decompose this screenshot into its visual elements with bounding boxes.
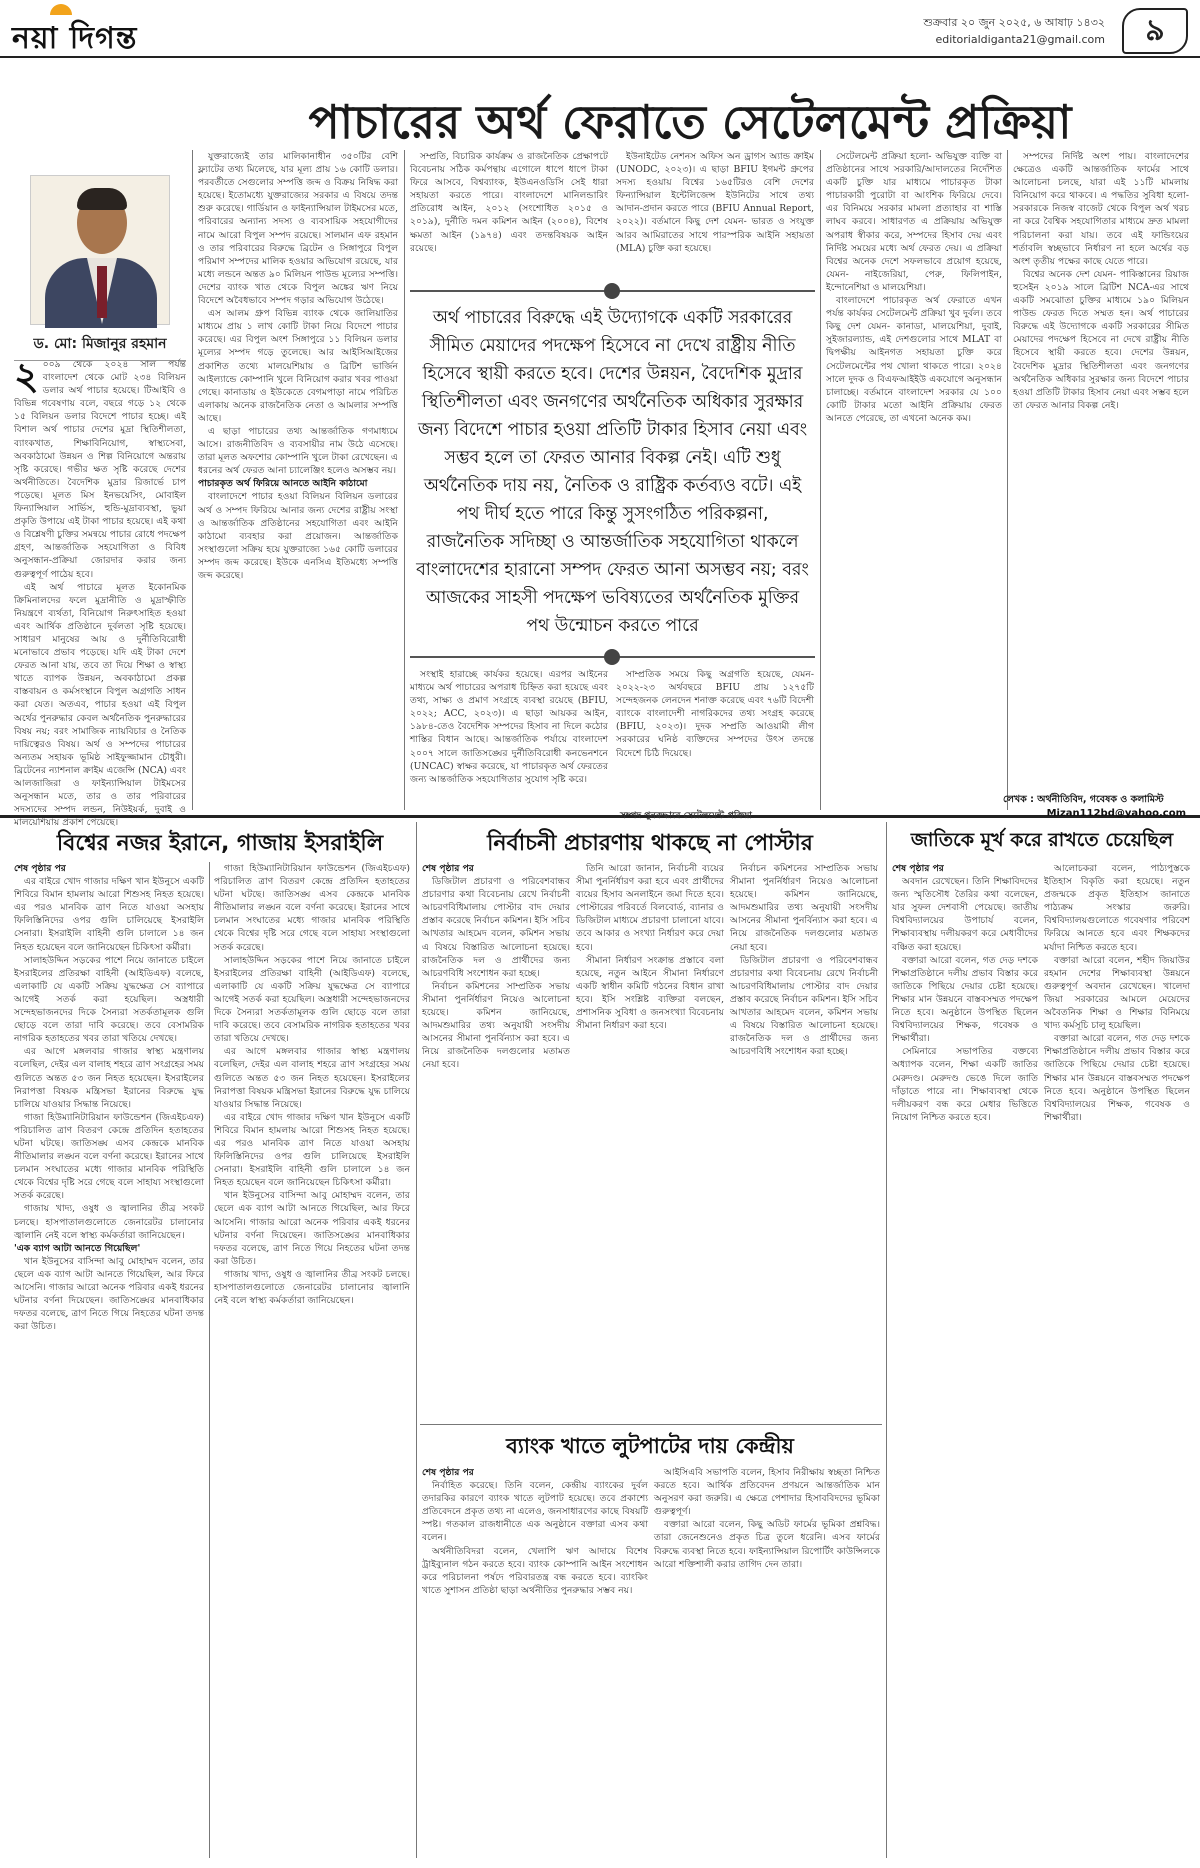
story3-body-2 bbox=[1044, 862, 1190, 1858]
editorial-paragraph: ইউনাইটেড নেশনস অফিস অন ড্রাগস অ্যান্ড ক্রাইম (UNODC, ২০২৩)। এ ছাড়া BFIU ইগমন্ট গ্রুপের সদস্য হওয়ায় বিশ্বের ১৬৫টিরও বেশি দেশের ফিন্যান্সিয়াল ইন্টেলিজেন্স ইউনিটের সাথে তথ্য আদান-প্রদান করতে পারে (BFIU Annual Report, ২০২২)। বর্তমানে কিছু দেশ যেমন- ভারত ও সংযুক্ত আরব আমিরাতের সাথে পারস্পরিক আইনি সহায়তা (MLA) চুক্তি করা হয়েছে। bbox=[616, 151, 814, 254]
news-paragraph: নির্বাচন কমিশনের সাম্প্রতিক সভায় সীমানা পুনর্নির্ধারণ নিয়েও আলোচনা হয়েছে। কমিশন জানিয়েছে, আদমশুমারির তথ্য অনুযায়ী সংসদীয় আসনের সীমানা পুনর্বিন্যাস করা হবে। এ নিয়ে রাজনৈতিক দলগুলোর মতামত নেয়া হবে। bbox=[422, 980, 570, 1071]
editorial-column-4b bbox=[616, 668, 814, 796]
editorial-email[interactable]: editorialdiganta21@gmail.com bbox=[935, 33, 1105, 46]
section-divider bbox=[886, 822, 887, 1858]
story1-headline[interactable]: বিশ্বের নজর ইরানে, গাজায় ইসরাইলি bbox=[56, 831, 384, 856]
section-divider bbox=[416, 822, 417, 1858]
story2-body-2 bbox=[576, 862, 724, 1418]
author-email[interactable]: Mizan112bd@yahoo.com bbox=[1046, 808, 1186, 819]
editorial-subheading: পাচারকৃত অর্থ ফিরিয়ে আনতে আইনি কাঠামো bbox=[198, 478, 368, 490]
editorial-paragraph: সম্পদের নির্দিষ্ট অংশ পায়। বাংলাদেশের ক্ষেত্রেও একটি আন্তর্জাতিক ফার্মের সাথে আলোচনা চলছে, যারা এই ১১টি মামলায় বিনিয়োগ করে থাকবে। এ পদ্ধতির সুবিধা হলো- সরকারকে নিজস্ব বাজেট থেকে বিপুল অর্থ খরচ না করে বৈশ্বিক সহযোগিতার মাধ্যমে দ্রুত মামলা পরিচালনা করা যায়। তবে এই ফান্ডিংয়ের শর্তাবলি স্বচ্ছভাবে নির্ধারণ না হলে অর্থের বড় অংশ তৃতীয় পক্ষের কাছে যেতে পারে। bbox=[1013, 151, 1189, 267]
news-paragraph: বক্তারা আরো বলেন, গত দেড় দশকে শিক্ষাপ্রতিষ্ঠানে দলীয় প্রভাব বিস্তার করে জাতিকে পিছিয়ে দেয়ার চেষ্টা হয়েছে। শিক্ষার মান উন্নয়নে বাস্তবসম্মত পদক্ষেপ নিতে হবে। অনুষ্ঠানে উপস্থিত ছিলেন বিশ্ববিদ্যালয়ের শিক্ষক, গবেষক ও শিক্ষার্থীরা। bbox=[1044, 1033, 1190, 1123]
news-paragraph: গাজা হিউম্যানিটারিয়ান ফাউন্ডেশন (জিএইচএফ) পরিচালিত ত্রাণ বিতরণ কেন্দ্রে প্রতিদিন হতাহতের ঘটনা ঘটছে। জাতিসঙ্ঘ এসব কেন্দ্রকে মানবিক নীতিমালার লঙ্ঘন বলে বর্ণনা করেছে। ইরানের সাথে চলমান সংঘাতের মধ্যে গাজার মানবিক পরিস্থিতি থেকে বিশ্বের দৃষ্টি সরে গেছে বলে সাহায্য সংস্থাগুলো সতর্ক করেছে। bbox=[14, 1111, 204, 1202]
editorial-column-3b bbox=[410, 668, 608, 806]
story2-body-3 bbox=[730, 862, 878, 1418]
story3-body-1 bbox=[892, 862, 1038, 1858]
story1-body bbox=[14, 862, 204, 1858]
editorial-paragraph: এই অর্থ পাচারে মূলত ইকোনমিক ক্রিমিনালদের ফলে মুদ্রানীতি ও মুদ্রাস্ফীতি নিয়ন্ত্রণে ব্যর্থতা, বিনিয়োগ নিরুৎসাহিত হওয়া এবং আর্থিক প্রতিষ্ঠানে দুর্বলতা সৃষ্টি হয়েছে। সাধারণ মানুষের আয় ও দুর্নীতিবিরোধী মনোভাবে প্রভাব পড়েছে। যদি এই টাকা দেশে ফেরত আনা যায়, তবে তা দিয়ে শিক্ষা ও স্বাস্থ্য খাতে ব্যাপক উন্নয়ন, অবকাঠামো প্রকল্প বাস্তবায়ন ও কর্মসংস্থানে বিপুল অগ্রগতি সাধন করা যেত। অতএব, পাচার হওয়া এই বিপুল অর্থের পুনরুদ্ধার কেবল অর্থনৈতিক পুনরুদ্ধারের বিষয় নয়; বরং সামাজিক ন্যায়বিচার ও নৈতিক দায়িত্বেরও বিষয়। অর্থ ও সম্পদের পাচারের অন্যতম সহায়ক ভূমিষ্ঠ সাইফুজ্জামান চৌধুরী। ব্রিটেনের ন্যাশনাল ক্রাইম এজেন্সি (NCA) এবং আলজাজিরা ও ফাইন্যান্সিয়াল টাইমসের অনুসন্ধান মতে, তার ও তার পরিবারের সদস্যদের সম্পদ লন্ডন, নিউইয়র্ক, দুবাই ও মালয়েশিয়ায় প্রকাশ পেয়েছে। bbox=[14, 581, 186, 829]
column-divider bbox=[192, 150, 193, 810]
continued-from-label: শেষ পৃষ্ঠার পর bbox=[422, 863, 474, 874]
editorial-paragraph: সম্প্রতি, বিচারিক কার্যক্রম ও রাজনৈতিক প্রেক্ষাপটে বিবেচনায় সঠিক কর্মপন্থায় এগোলে ধাপে ধাপে টাকা ফিরে আসবে, বিশ্বব্যাংক, ইউএনওডিসি সেই ধারা সহায়তা করতে পারে। বাংলাদেশে মানিলন্ডারিং প্রতিরোধ আইন, ২০১২ (সংশোধিত ২০১৫ ও ২০১৯), দুর্নীতি দমন কমিশন আইন (২০০৪), বিশেষ ক্ষমতা আইন (১৯৭৪) এবং তদন্তবিষয়ক আইন রয়েছে। bbox=[410, 151, 608, 254]
news-paragraph: সীমানা নির্ধারণ সংক্রান্ত প্রস্তাবে বলা হয়েছে, নতুন আইনে সীমানা নির্ধারণে একটি স্বাধীন কমিটি গঠনের বিধান রাখা হবে। ইসি সংশ্লিষ্ট ব্যক্তিরা বলছেন, প্রশাসনিক সুবিধা ও জনসংখ্যা বিবেচনায় সীমানা নির্ধারণ করা হবে। bbox=[576, 954, 724, 1032]
news-paragraph: এর বাইরে খোদ গাজার দক্ষিণ খান ইউনুসে একটি শিবিরে বিমান হামলায় আরো শিশুসহ নিহত হয়েছে। এর পরও মানবিক ত্রাণ নিতে যাওয়া অসহায় ফিলিস্তিনিদের ওপর গুলি চালিয়েছে ইসরাইলি সেনারা। ইসরাইলি বাহিনী গুলি চালালে ১৪ জন নিহত হয়েছেন বলে জানিয়েছেন চিকিৎসা কর্মীরা। bbox=[14, 876, 204, 953]
editorial-paragraph: সাম্প্রতিক সময়ে কিছু অগ্রগতি হয়েছে, যেমন- ২০২২-২৩ অর্থবছরে BFIU প্রায় ১২৭৫টি সন্দেহজনক লেনদেন শনাক্ত করেছে এবং ৭৬টি বিদেশী ব্যাংকে বাংলাদেশী নাগরিকদের তথ্য সংগ্রহ করেছে (BFIU, ২০২৩)। দুদক সম্প্রতি আওয়ামী লীগ সরকারের ঘনিষ্ঠ ব্যক্তিদের সম্পদের উৎস তদন্তে বিদেশে চিঠি দিয়েছে। bbox=[616, 669, 814, 759]
news-paragraph: এর আগে মঙ্গলবার গাজার স্বাস্থ্য মন্ত্রণালয় বলেছিল, দেইর এল বালাহ শহরে ত্রাণ সংগ্রহের সময় গুলিতে অন্তত ৫৩ জন নিহত হয়েছেন। ইসরাইলের নিরাপত্তা বিষয়ক মন্ত্রিসভা ইরানের বিরুদ্ধে যুদ্ধ চালিয়ে যাওয়ার সিদ্ধান্ত নিয়েছে। bbox=[214, 1046, 410, 1110]
news-paragraph: অবদান রেখেছেন। তিনি শিক্ষাবিদদের জন্য স্মৃতিসৌধ তৈরির কথা বলেছেন, যার সুফল দেশবাসী পেয়েছে। জাতীয় বিশ্ববিদ্যালয়ের উপাচার্য বলেন, শিক্ষাব্যবস্থায় দলীয়করণ করে মেধাবীদের বঞ্চিত করা হয়েছে। bbox=[892, 876, 1038, 953]
author-hair bbox=[77, 188, 127, 210]
news-paragraph: সেমিনারে সভাপতির বক্তব্যে অধ্যাপক বলেন, শিক্ষা একটি জাতির মেরুদণ্ড। মেরুদণ্ড ভেঙে দিলে জাতি দাঁড়াতে পারে না। শিক্ষাব্যবস্থা থেকে দলীয়করণ বন্ধ করে মেধার ভিত্তিতে নিয়োগ নিশ্চিত করতে হবে। bbox=[892, 1046, 1038, 1123]
news-paragraph: বক্তারা আরো বলেন, কিছু অডিট ফার্মের ভূমিকা প্রশ্নবিদ্ধ। তারা জেনেশুনেও প্রকৃত চিত্র তুলে ধরেনি। এসব ফার্মের বিরুদ্ধে ব্যবস্থা নিতে হবে। ফাইন্যান্সিয়াল রিপোর্টিং কাউন্সিলকে আরো শক্তিশালী করার তাগিদ দেন তারা। bbox=[654, 1519, 880, 1570]
news-paragraph: গাজায় খাদ্য, ওষুধ ও জ্বালানির তীব্র সংকট চলছে। হাসপাতালগুলোতে জেনারেটর চালানোর জ্বালানি নেই বলে স্বাস্থ্য কর্মকর্তারা জানিয়েছেন। bbox=[214, 1268, 410, 1307]
column-divider bbox=[404, 150, 405, 810]
news-paragraph: খান ইউনুসের বাসিন্দা আবু মোহাম্মদ বলেন, তার ছেলে এক ব্যাগ আটা আনতে গিয়েছিল, আর ফিরে আসেনি। গাজার আরো অনেক পরিবার একই ধরনের ঘটনার বর্ণনা দিয়েছেন। জাতিসঙ্ঘের মানবাধিকার দফতর বলেছে, ত্রাণ নিতে গিয়ে নিহতের ঘটনা তদন্ত করা উচিত। bbox=[14, 1255, 204, 1333]
story4-headline[interactable]: ব্যাংক খাতে লুটপাটের দায় কেন্দ্রীয় bbox=[506, 1434, 794, 1458]
continued-label: সম্পদ পুনরুদ্ধারে সেটেলমেন্ট প্রক্রিয়া bbox=[620, 811, 752, 821]
pullquote-dot-icon bbox=[604, 283, 620, 299]
column-divider bbox=[820, 150, 821, 810]
continued-from-label: শেষ পৃষ্ঠার পর bbox=[892, 863, 944, 874]
news-paragraph: সালাহউদ্দিন সড়কের পাশে নিয়ে জানাতে চাইলে ইসরাইলের প্রতিরক্ষা বাহিনী (আইডিএফ) বলেছে, এলাকাটি যে একটি সক্রিয় যুদ্ধক্ষেত্র সে ব্যাপারে আগেই সতর্ক করা হয়েছিল। অস্ত্রধারী সন্দেহভাজনদের দিকে সৈন্যরা সতর্কতামূলক গুলি ছোড়ে বলে তারা দাবি করেছে। তবে বেসামরিক নাগরিক হতাহতের খবর তারা খতিয়ে দেখছে। bbox=[14, 954, 204, 1045]
story4-body-1 bbox=[422, 1466, 648, 1858]
continued-from-label: শেষ পৃষ্ঠার পর bbox=[14, 863, 66, 874]
editorial-paragraph: এস আলম গ্রুপ বিভিন্ন ব্যাংক থেকে জালিয়াতির মাধ্যমে প্রায় ১ লাখ কোটি টাকা নিয়ে বিদেশে পাচার করেছে। এর বিপুল অংশ সিঙ্গাপুরে ১১ বিলিয়ন ডলার মূল্যের সম্পদ গড়ে তুলেছে। আর আইসিআইজের প্রকাশিত তথ্যে মালয়েশিয়ায় ও ব্রিটিশ ভার্জিন আইল্যান্ডে কোম্পানি খুলে বিনিয়োগ করার খবর পাওয়া গেছে। কানাডায় ও ইউকেতে বেগমপাড়া নামে পরিচিত এলাকায় অনেক রাজনৈতিক নেতা ও আমলার সম্পত্তি আছে। bbox=[198, 308, 398, 424]
author-byline: ড. মো: মিজানুর রহমান bbox=[14, 332, 186, 361]
editorial-paragraph: এ ছাড়া পাচারের তথ্য আন্তর্জাতিক গণমাধ্যমে আসে। রাজনীতিবিদ ও ব্যবসায়ীর নাম উঠে এসেছে। তারা মূলত অফশোর কোম্পানি খুলে টাকা রেখেছেন। এ ধরনের অর্থ ফেরত আনা চ্যালেঞ্জিং হলেও অসম্ভব নয়। bbox=[198, 425, 398, 477]
story3-headline[interactable]: জাতিকে মূর্খ করে রাখতে চেয়েছিল bbox=[910, 829, 1174, 851]
news-paragraph: গাজায় খাদ্য, ওষুধ ও জ্বালানির তীব্র সংকট চলছে। হাসপাতালগুলোতে জেনারেটর চালানোর জ্বালানি নেই বলে স্বাস্থ্য কর্মকর্তারা জানিয়েছেন। bbox=[14, 1203, 204, 1241]
news-paragraph: গাজা হিউম্যানিটারিয়ান ফাউন্ডেশন (জিএইচএফ) পরিচালিত ত্রাণ বিতরণ কেন্দ্রে প্রতিদিন হতাহতের ঘটনা ঘটছে। জাতিসঙ্ঘ এসব কেন্দ্রকে মানবিক নীতিমালার লঙ্ঘন বলে বর্ণনা করেছে। ইরানের সাথে চলমান সংঘাতের মধ্যে গাজার মানবিক পরিস্থিতি থেকে বিশ্বের দৃষ্টি সরে গেছে বলে সাহায্য সংস্থাগুলো সতর্ক করেছে। bbox=[214, 863, 410, 953]
publication-date: শুক্রবার ২০ জুন ২০২৫, ৬ আষাঢ় ১৪৩২ bbox=[923, 16, 1105, 29]
editorial-column-6 bbox=[1013, 150, 1189, 790]
pullquote: অর্থ পাচারের বিরুদ্ধে এই উদ্যোগকে একটি সরকারের সীমিত মেয়াদের পদক্ষেপ হিসেবে না দেখে রাষ্ট্রীয় নীতি হিসেবে স্থায়ী করতে হবে। দেশের উন্নয়ন, বৈদেশিক মুদ্রার স্থিতিশীলতা এবং জনগণের অর্থনৈতিক অধিকার সুরক্ষার জন্য বিদেশে পাচার হওয়া প্রতিটি টাকার হিসাব নেয়া এবং সম্ভব হলে তা ফেরত আনার বিকল্প নেই। এটি শুধু অর্থনৈতিক দায় নয়, নৈতিক ও রাষ্ট্রিক কর্তব্যও বটে। এই পথ দীর্ঘ হতে পারে কিন্তু সুসংগঠিত পরিকল্পনা, রাজনৈতিক সদিচ্ছা ও আন্তর্জাতিক সহযোগিতা থাকলে বাংলাদেশের হারানো সম্পদ ফেরত আনা অসম্ভব নয়; বরং আজকের সাহসী পদক্ষেপ ভবিষ্যতের অর্থনৈতিক মুক্তির পথ উন্মোচন করতে পারে bbox=[416, 308, 809, 636]
editorial-column-3 bbox=[410, 150, 608, 282]
dropcap: ২ bbox=[14, 353, 39, 398]
section-divider bbox=[420, 1424, 882, 1425]
news-paragraph: নির্বাচন কমিশনের সাম্প্রতিক সভায় সীমানা পুনর্নির্ধারণ নিয়েও আলোচনা হয়েছে। কমিশন জানিয়েছে, আদমশুমারির তথ্য অনুযায়ী সংসদীয় আসনের সীমানা পুনর্বিন্যাস করা হবে। এ নিয়ে রাজনৈতিক দলগুলোর মতামত নেয়া হবে। bbox=[730, 863, 878, 953]
news-paragraph: আলোচকরা বলেন, পাঠ্যপুস্তকে ইতিহাস বিকৃতি করা হয়েছে। নতুন প্রজন্মকে প্রকৃত ইতিহাস জানাতে পাঠ্যক্রম সংস্কার জরুরি। বিশ্ববিদ্যালয়গুলোতে গবেষণার পরিবেশ ফিরিয়ে আনতে হবে এবং শিক্ষকদের মর্যাদা নিশ্চিত করতে হবে। bbox=[1044, 863, 1190, 953]
author-photo bbox=[30, 175, 170, 325]
dateline bbox=[923, 14, 1105, 48]
news-paragraph: বক্তারা আরো বলেন, শহীদ জিয়াউর রহমান দেশের শিক্ষাব্যবস্থা উন্নয়নে গুরুত্বপূর্ণ অবদান রেখেছেন। খালেদা জিয়া সরকারের আমলে মেয়েদের অবৈতনিক শিক্ষা ও শিক্ষার বিনিময়ে খাদ্য কর্মসূচি চালু হয়েছিল। bbox=[1044, 954, 1190, 1032]
editorial-paragraph: বাংলাদেশে পাচার হওয়া বিলিয়ন বিলিয়ন ডলারের অর্থ ও সম্পদ ফিরিয়ে আনার জন্য দেশের রাষ্ট্রীয় সংস্থা ও আন্তর্জাতিক প্রতিষ্ঠানের সহযোগিতা এবং আইনি কাঠামো ব্যবহার করা প্রয়োজন। আন্তর্জাতিক সংস্থাগুলো সক্রিয় হয়ে যুক্তরাজ্যে ১৬৫ কোটি ডলারের সম্পদ জব্দ করেছে। ইউকে এনসিএ ইতিমধ্যে সম্পত্তি জব্দ করেছে। bbox=[198, 491, 398, 581]
news-paragraph: ডিজিটাল প্রচারণা ও পরিবেশবান্ধব প্রচারণার কথা বিবেচনায় রেখে নির্বাচনী আচরণবিধিমালায় পোস্টার বাদ দেয়ার প্রস্তাব করেছে নির্বাচন কমিশন। ইসি সচিব আখতার আহমেদ বলেন, কমিশন সভায় এ বিষয়ে বিস্তারিত আলোচনা হয়েছে। রাজনৈতিক দল ও প্রার্থীদের জন্য আচরণবিধি সংশোধন করা হচ্ছে। bbox=[730, 954, 878, 1058]
news-paragraph: আইসিএবি সভাপতি বলেন, হিসাব নিরীক্ষায় স্বচ্ছতা নিশ্চিত করতে হবে। আর্থিক প্রতিবেদন প্রণয়নে আন্তর্জাতিক মান অনুসরণ করা জরুরি। এ ক্ষেত্রে পেশাদার হিসাববিদদের ভূমিকা গুরুত্বপূর্ণ। bbox=[654, 1467, 880, 1518]
editorial-column-5 bbox=[826, 150, 1002, 806]
logo-text: নয়া দিগন্ত bbox=[12, 21, 138, 56]
column-divider bbox=[209, 862, 210, 1858]
news-paragraph: এর আগে মঙ্গলবার গাজার স্বাস্থ্য মন্ত্রণালয় বলেছিল, দেইর এল বালাহ শহরে ত্রাণ সংগ্রহের সময় গুলিতে অন্তত ৫৩ জন নিহত হয়েছেন। ইসরাইলের নিরাপত্তা বিষয়ক মন্ত্রিসভা ইরানের বিরুদ্ধে যুদ্ধ চালিয়ে যাওয়ার সিদ্ধান্ত নিয়েছে। bbox=[14, 1046, 204, 1110]
author-tie bbox=[97, 266, 107, 318]
editorial-column-2 bbox=[198, 150, 398, 806]
editorial-column-1 bbox=[14, 353, 186, 829]
news-paragraph: এর বাইরে খোদ গাজার দক্ষিণ খান ইউনুসে একটি শিবিরে বিমান হামলায় আরো শিশুসহ নিহত হয়েছে। এর পরও মানবিক ত্রাণ নিতে যাওয়া অসহায় ফিলিস্তিনিদের ওপর গুলি চালিয়েছে ইসরাইলি সেনারা। ইসরাইলি বাহিনী গুলি চালালে ১৪ জন নিহত হয়েছেন বলে জানিয়েছেন চিকিৎসা কর্মীরা। bbox=[214, 1111, 410, 1189]
story2-body-1 bbox=[422, 862, 570, 1418]
news-paragraph: বক্তারা আরো বলেন, গত দেড় দশকে শিক্ষাপ্রতিষ্ঠানে দলীয় প্রভাব বিস্তার করে জাতিকে পিছিয়ে দেয়ার চেষ্টা হয়েছে। শিক্ষার মান উন্নয়নে বাস্তবসম্মত পদক্ষেপ নিতে হবে। অনুষ্ঠানে উপস্থিত ছিলেন বিশ্ববিদ্যালয়ের শিক্ষক, গবেষক ও শিক্ষার্থীরা। bbox=[892, 954, 1038, 1045]
pullquote-dot-icon bbox=[604, 649, 620, 665]
masthead bbox=[0, 0, 1200, 58]
editorial-paragraph: সেটেলমেন্ট প্রক্রিয়া হলো- অভিযুক্ত ব্যক্তি বা প্রতিষ্ঠানের সাথে সরকারি/আদালতের নির্দেশিত একটি চুক্তি যার মাধ্যমে পাচারকৃত টাকা পাচারকারী পুরোটা বা আংশিক ফিরিয়ে দেবে। এর বিনিময়ে সরকার মামলা প্রত্যাহার বা শাস্তি লাঘব করবে। সাধারণত এ প্রক্রিয়ায় অভিযুক্ত অপরাধ স্বীকার করে, সম্পদের হিসাব দেয় এবং নির্দিষ্ট সময়ের মধ্যে অর্থ ফেরত দেয়। এ প্রক্রিয়া বিশ্বের অনেক দেশে সফলভাবে প্রয়োগ হয়েছে, যেমন- নাইজেরিয়া, পেরু, ফিলিপাইন, ইন্দোনেশিয়া ও মালয়েশিয়া। bbox=[826, 151, 1002, 293]
news-paragraph: খান ইউনুসের বাসিন্দা আবু মোহাম্মদ বলেন, তার ছেলে এক ব্যাগ আটা আনতে গিয়েছিল, আর ফিরে আসেনি। গাজার আরো অনেক পরিবার একই ধরনের ঘটনার বর্ণনা দিয়েছেন। জাতিসঙ্ঘের মানবাধিকার দফতর বলেছে, ত্রাণ নিতে গিয়ে নিহতের ঘটনা তদন্ত করা উচিত। bbox=[214, 1190, 410, 1267]
page-number: ৯ bbox=[1122, 8, 1188, 54]
editorial-column-4 bbox=[616, 150, 814, 282]
sun-logo-icon bbox=[50, 4, 72, 15]
editorial-paragraph: বাংলাদেশে পাচারকৃত অর্থ ফেরাতে এখন পর্যন্ত কার্যকর সেটেলমেন্ট প্রক্রিয়া খুব দুর্বল। তবে কিছু দেশ যেমন- কানাডা, মালয়েশিয়া, দুবাই, সুইজারল্যান্ড, এই দেশগুলোর সাথে MLAT বা দ্বিপক্ষীয় আইনগত সহায়তা চুক্তি করে সেটেলমেন্টের পথ খোলা থাকতে পারে। ২০২৪ সালে দুদক ও বিএফআইইউ একযোগে অনুসন্ধান চালাচ্ছে। বর্তমানে বাংলাদেশ সরকার যে ১০০ কোটি টাকার মতো আইনি প্রক্রিয়ায় ফেরত আনতে পেরেছে, তা এখনো অনেক কম। bbox=[826, 295, 1002, 424]
continued-from-label: শেষ পৃষ্ঠার পর bbox=[422, 1467, 474, 1478]
editorial-headline: পাচারের অর্থ ফেরাতে সেটেলমেন্ট প্রক্রিয়া bbox=[308, 95, 1072, 149]
news-paragraph: তিনি আরো জানান, নির্বাচনী ব্যয়ের সীমা পুনর্নির্ধারণ করা হবে এবং প্রার্থীদের ব্যয়ের হিসাব অনলাইনে জমা দিতে হবে। পোস্টারের পরিবর্তে বিলবোর্ড, ব্যানার ও ডিজিটাল মাধ্যমে প্রচারণা চালানো যাবে। তবে আকার ও সংখ্যা নির্ধারণ করে দেয়া হবে। bbox=[576, 863, 724, 953]
story1-body-2 bbox=[214, 862, 410, 1858]
editorial-paragraph: সংস্থাই হারাচ্ছে কার্যকর হয়েছে। এরপর আইনের মাধ্যমে অর্থ পাচারের অপরাধ চিহ্নিত করা হয়েছে এবং তথ্য, সাক্ষ্য ও প্রমাণ সংগ্রহে ব্যবস্থা রয়েছে (BFIU, ২০২২; ACC, ২০২৩)। এ ছাড়া আয়কর আইন, ১৯৮৪-তেও বৈদেশিক সম্পদের হিসাব না দিলে কঠোর শাস্তির বিধান আছে। আন্তর্জাতিক পর্যায়ে বাংলাদেশ ২০০৭ সালে জাতিসঙ্ঘের দুর্নীতিবিরোধী কনভেনশনে (UNCAC) স্বাক্ষর করেছে, যা পাচারকৃত অর্থ ফেরতের জন্য আন্তর্জাতিক সহযোগিতার সুযোগ সৃষ্টি করে। bbox=[410, 669, 608, 785]
news-paragraph: নির্বাহিত করেছে। তিনি বলেন, কেন্দ্রীয় ব্যাংকের দুর্বল তদারকির কারণে ব্যাংক খাতে লুটপাট হয়েছে। তবে প্রকাশ্যে প্রতিবেদনে প্রকৃত তথ্য না এলেও, জনসাধারণের কাছে বিষয়টি স্পষ্ট। গতকাল রাজধানীতে এক অনুষ্ঠানে বক্তারা এসব কথা বলেন। bbox=[422, 1480, 648, 1544]
story4-body-2 bbox=[654, 1466, 880, 1858]
news-paragraph: সালাহউদ্দিন সড়কের পাশে নিয়ে জানাতে চাইলে ইসরাইলের প্রতিরক্ষা বাহিনী (আইডিএফ) বলেছে, এলাকাটি যে একটি সক্রিয় যুদ্ধক্ষেত্র সে ব্যাপারে আগেই সতর্ক করা হয়েছিল। অস্ত্রধারী সন্দেহভাজনদের দিকে সৈন্যরা সতর্কতামূলক গুলি ছোড়ে বলে তারা দাবি করেছে। তবে বেসামরিক নাগরিক হতাহতের খবর তারা খতিয়ে দেখছে। bbox=[214, 954, 410, 1045]
news-subheading: 'এক ব্যাগ আটা আনতে গিয়েছিল' bbox=[14, 1242, 141, 1254]
editorial-text: ০০৯ থেকে ২০২৪ সাল পর্যন্ত বাংলাদেশ থেকে মোট ২৩৪ বিলিয়ন ডলার অর্থ পাচার হয়েছে। টিআইবি ও বিভিন্ন গবেষণায় বলে, বছরে গড়ে ১২ থেকে ১৫ বিলিয়ন ডলার বিদেশে পাচার হচ্ছে। এই বিশাল অর্থ পাচার দেশের মুদ্রা স্থিতিশীলতা, ব্যাংকখাত, শিক্ষাবিনিয়োগ, স্বাস্থ্যসেবা, অবকাঠামো উন্নয়ন ও শিল্প বিনিয়োগে অন্তরায় সৃষ্টি করেছে। গভীর ক্ষত সৃষ্টি করেছে দেশের অর্থনীতিতে। বৈদেশিক মুদ্রার রিজার্ভে চাপ পড়েছে। মূলত মিস ইনভয়েসিং, মোবাইল ফিন্যান্সিয়াল সার্ভিস, হুন্ডি-মুদ্রাব্যবস্থা, ভুয়া প্রকৃতি উপায়ে এই টাকা পাচার হয়েছে। এই কথা ও বিশ্লেষণী চুক্তির সমন্বয়ে পাচার রোধে পদক্ষেপ গ্রহণ, আন্তর্জাতিক সহযোগিতা ও বিবিধ অনুসন্ধান-প্রক্রিয়া জোরদার করার জন্য গুরুত্বপূর্ণ পাঠেয় হবে। bbox=[14, 359, 186, 580]
editorial-paragraph: যুক্তরাজ্যেই তার মালিকানাধীন ৩৫০টির বেশি ফ্ল্যাটের তথ্য মিলেছে, যার মূল্য প্রায় ১৬ কোটি ডলার। পরবর্তীতে সেগুলোর সম্পত্তি জব্দ ও বিক্রয় নিষিদ্ধ করা হয়েছে। ইতোমধ্যে যুক্তরাজ্যের সরকার এ বিষয়ে তদন্ত শুরু করেছে। গার্ডিয়ান ও ফাইন্যান্সিয়াল টাইমসের মতে, পরিবারের অন্যান্য সদস্য ও ব্যবসায়িক সহযোগীদের নামে আরো বিপুল সম্পদ রয়েছে। সালমান এফ রহমান ও তার পরিবারের বিরুদ্ধে ব্রিটেন ও সিঙ্গাপুরে বিপুল পরিমাণ সম্পদের মালিক হওয়ার অভিযোগ রয়েছে, যার মধ্যে লন্ডনে অন্তত ৯০ মিলিয়ন পাউন্ড মূল্যের সম্পত্তি। দেশের ব্যাংক খাত থেকে বিপুল অঙ্কের ঋণ নিয়ে বিদেশে অবৈধভাবে সম্পদ গড়ার অভিযোগ উঠেছে। bbox=[198, 151, 398, 307]
column-divider bbox=[1007, 150, 1008, 810]
story2-headline[interactable]: নির্বাচনী প্রচারণায় থাকছে না পোস্টার bbox=[487, 831, 813, 856]
news-paragraph: ডিজিটাল প্রচারণা ও পরিবেশবান্ধব প্রচারণার কথা বিবেচনায় রেখে নির্বাচনী আচরণবিধিমালায় পোস্টার বাদ দেয়ার প্রস্তাব করেছে নির্বাচন কমিশন। ইসি সচিব আখতার আহমেদ বলেন, কমিশন সভায় এ বিষয়ে বিস্তারিত আলোচনা হয়েছে। রাজনৈতিক দল ও প্রার্থীদের জন্য আচরণবিধি সংশোধন করা হচ্ছে। bbox=[422, 876, 570, 979]
author-note: লেখক : অর্থনীতিবিদ, গবেষক ও কলামিস্ট bbox=[1003, 794, 1164, 805]
news-paragraph: অর্থনীতিবিদরা বলেন, খেলাপি ঋণ আদায়ে বিশেষ ট্রাইব্যুনাল গঠন করতে হবে। ব্যাংক কোম্পানি আইন সংশোধন করে পরিচালনা পর্ষদে পরিবারতন্ত্র বন্ধ করতে হবে। ব্যাংকিং খাতে সুশাসন প্রতিষ্ঠা ছাড়া অর্থনীতির পুনরুদ্ধার সম্ভব নয়। bbox=[422, 1545, 648, 1596]
editorial-paragraph: বিশ্বের অনেক দেশ যেমন- পাকিস্তানের রিয়াজ হুসেইন ২০১৯ সালে ব্রিটিশ NCA-এর সাথে একটি সমঝোতা চুক্তির মাধ্যমে ১৯০ মিলিয়ন পাউন্ড ফেরত দিতে সম্মত হন। অর্থ পাচারের বিরুদ্ধে এই উদ্যোগকে একটি সরকারের সীমিত মেয়াদের পদক্ষেপ হিসেবে না দেখে রাষ্ট্রীয় নীতি হিসেবে স্থায়ী করতে হবে। দেশের উন্নয়ন, বৈদেশিক মুদ্রার স্থিতিশীলতা এবং জনগণের অর্থনৈতিক অধিকার সুরক্ষার জন্য বিদেশে পাচার হওয়া প্রতিটি টাকার হিসাব নেয়া এবং সম্ভব হলে তা ফেরত আনার বিকল্প নেই। bbox=[1013, 268, 1189, 411]
